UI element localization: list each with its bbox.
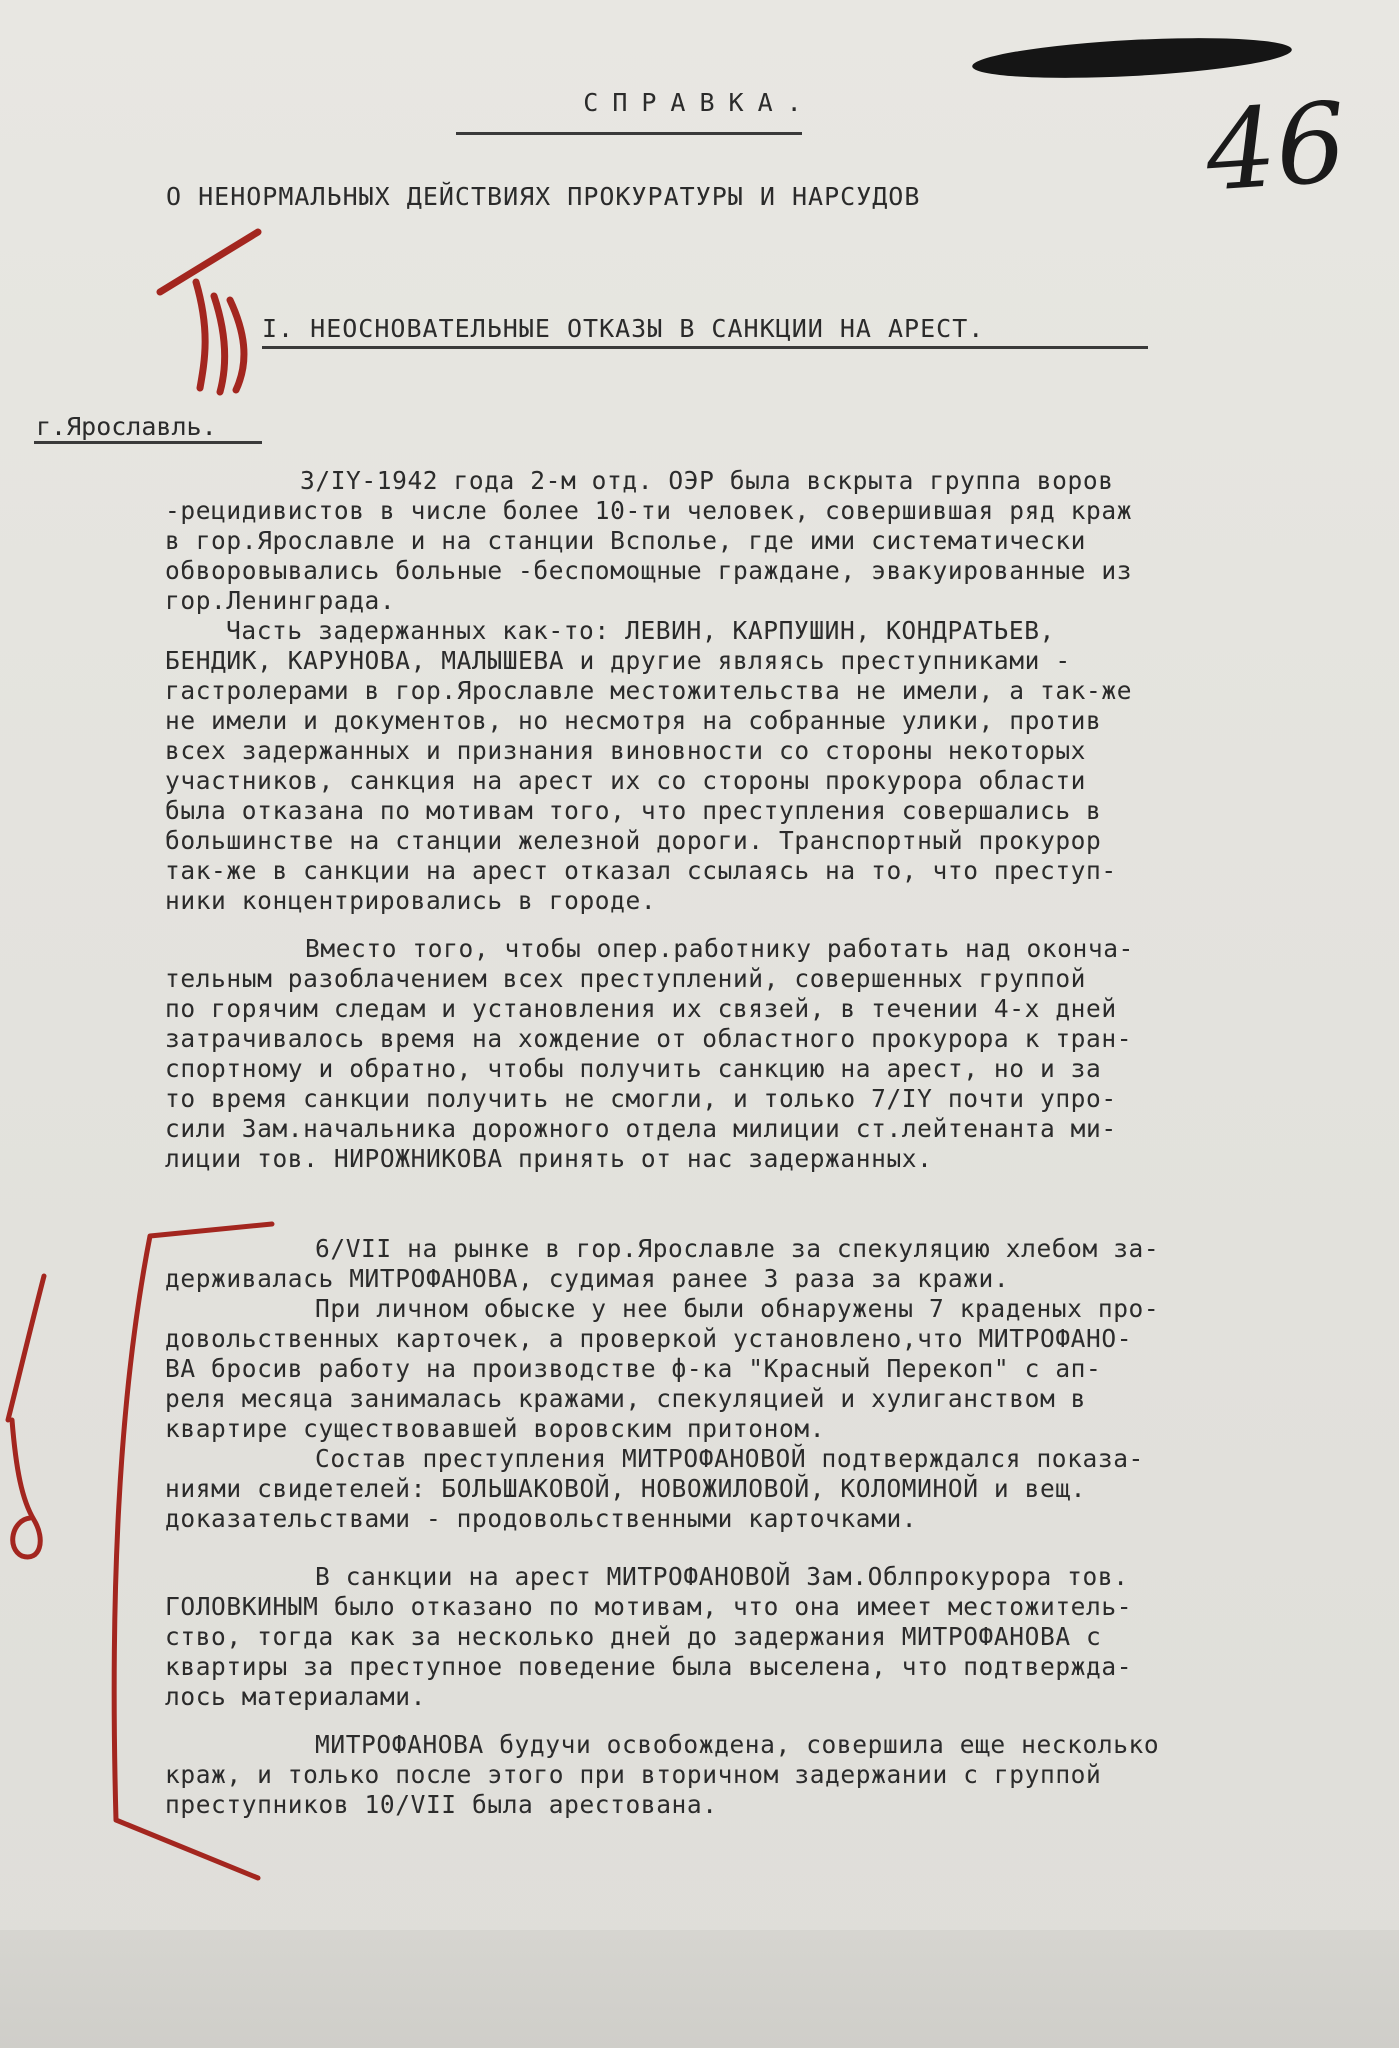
title-underline (456, 132, 802, 135)
text-line: ниями свидетелей: БОЛЬШАКОВОЙ, НОВОЖИЛОВОЙ, КОЛОМИНОЙ и вещ. (165, 1474, 1087, 1503)
text-line: спортному и обратно, чтобы получить санкцию на арест, но и за (165, 1054, 1102, 1083)
text-line: обворовывались больные -беспомощные граждане, эвакуированные из (165, 556, 1133, 585)
text-line: квартире существовавшей воровским притоном. (165, 1414, 826, 1443)
text-line: в гор.Ярославле и на станции Всполье, где ими систематически (165, 526, 1087, 555)
text-line: В санкции на арест МИТРОФАНОВОЙ Зам.Облпрокурора тов. (315, 1562, 1129, 1591)
text-line: гастролерами в гор.Ярославле местожительства не имели, а так-же (165, 676, 1133, 705)
text-line: гор.Ленинграда. (165, 586, 396, 615)
text-line: затрачивалось время на хождение от областного прокурора к тран- (165, 1024, 1133, 1053)
text-line: довольственных карточек, а проверкой установлено,что МИТРОФАНО- (165, 1324, 1133, 1353)
red-check-mark (160, 232, 258, 292)
text-line: Вместо того, чтобы опер.работнику работать над оконча- (305, 934, 1134, 963)
text-line: то время санкции получить не смогли, и только 7/IY почти упро- (165, 1084, 1117, 1113)
text-line: МИТРОФАНОВА будучи освобождена, совершила еще несколько (315, 1730, 1160, 1759)
blacked-out-mark (971, 32, 1292, 85)
text-line: квартиры за преступное поведение была выселена, что подтвержда- (165, 1652, 1133, 1681)
text-line: большинстве на станции железной дороги. Транспортный прокурор (165, 826, 1102, 855)
text-line: участников, санкция на арест их со стороны прокурора области (165, 766, 1087, 795)
text-line: так-же в санкции на арест отказал ссылаясь на то, что преступ- (165, 856, 1117, 885)
text-line: БЕНДИК, КАРУНОВА, МАЛЫШЕВА и другие являясь преступниками - (165, 646, 1071, 675)
text-line: -рецидивистов в числе более 10-ти человек, совершившая ряд краж (165, 496, 1133, 525)
text-line: держивалась МИТРОФАНОВА, судимая ранее 3 раза за кражи. (165, 1264, 1010, 1293)
text-line: тельным разоблачением всех преступлений, совершенных группой (165, 964, 1087, 993)
city-underline (34, 441, 262, 444)
text-line: сили Зам.начальника дорожного отдела милиции ст.лейтенанта ми- (165, 1114, 1117, 1143)
text-line: реля месяца занималась кражами, спекуляцией и хулиганством в (165, 1384, 1087, 1413)
text-line: была отказана по мотивам того, что преступления совершались в (165, 796, 1102, 825)
text-line: При личном обыске у нее были обнаружены 7 краденых про- (315, 1294, 1160, 1323)
text-line: лось материалами. (165, 1682, 426, 1711)
scan-background-strip (0, 1930, 1399, 2048)
handwritten-page-number: 46 (1201, 78, 1351, 216)
section-heading: I. НЕОСНОВАТЕЛЬНЫЕ ОТКАЗЫ В САНКЦИИ НА АРЕСТ. (262, 314, 985, 343)
text-line: доказательствами - продовольственными карточками. (165, 1504, 918, 1533)
text-line: преступников 10/VII была арестована. (165, 1790, 718, 1819)
text-line: краж, и только после этого при вторичном задержании с группой (165, 1760, 1102, 1789)
text-line: ники концентрировались в городе. (165, 886, 657, 915)
text-line: Часть задержанных как-то: ЛЕВИН, КАРПУШИН, КОНДРАТЬЕВ, (226, 616, 1055, 645)
red-margin-scribble (8, 1276, 44, 1557)
city-heading: г.Ярославль. (36, 412, 217, 441)
red-roman-mark (196, 282, 244, 392)
text-line: 3/IY-1942 года 2-м отд. ОЭР была вскрыта группа воров (300, 466, 1114, 495)
text-line: лиции тов. НИРОЖНИКОВА принять от нас задержанных. (165, 1144, 933, 1173)
text-line: всех задержанных и признания виновности со стороны некоторых (165, 736, 1087, 765)
text-line: по горячим следам и установления их связей, в течении 4-х дней (165, 994, 1117, 1023)
text-line: ГОЛОВКИНЫМ было отказано по мотивам, что она имеет местожитель- (165, 1592, 1133, 1621)
document-subtitle: О НЕНОРМАЛЬНЫХ ДЕЙСТВИЯХ ПРОКУРАТУРЫ И НАРСУДОВ (166, 182, 921, 211)
text-line: 6/VII на рынке в гор.Ярославле за спекуляцию хлебом за- (315, 1234, 1160, 1263)
text-line: ВА бросив работу на производстве ф-ка "Красный Перекоп" с ап- (165, 1354, 1102, 1383)
text-line: Состав преступления МИТРОФАНОВОЙ подтверждался показа- (315, 1444, 1144, 1473)
document-title: СПРАВКА. (583, 88, 816, 117)
section-underline (262, 346, 1148, 349)
text-line: ство, тогда как за несколько дней до задержания МИТРОФАНОВА с (165, 1622, 1102, 1651)
text-line: не имели и документов, но несмотря на собранные улики, против (165, 706, 1102, 735)
